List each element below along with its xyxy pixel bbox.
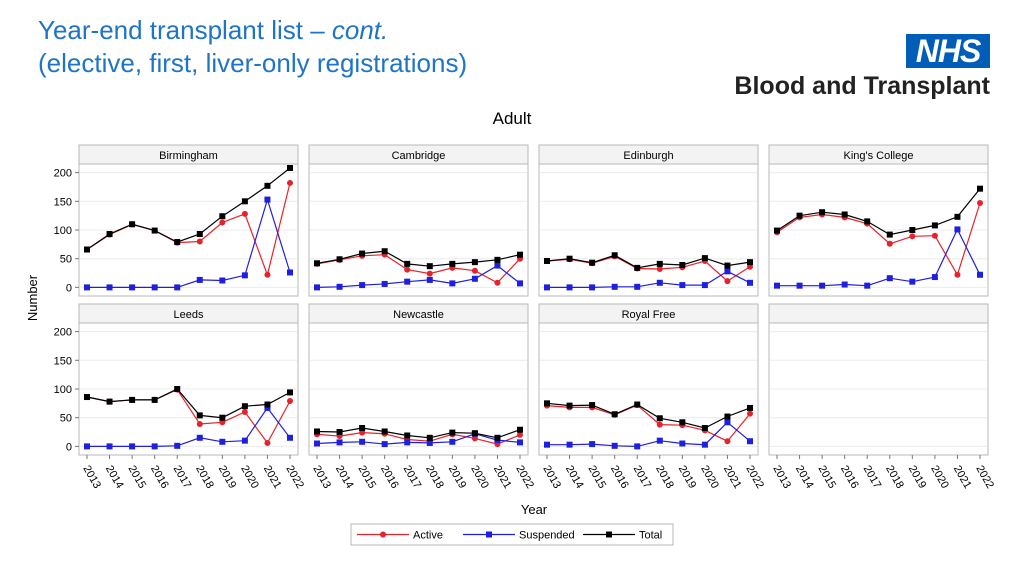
data-point-total [819, 209, 825, 215]
x-tick-label: 2015 [125, 463, 149, 491]
data-point-total [287, 165, 293, 171]
x-tick-label: 2018 [883, 463, 906, 491]
data-point-active [242, 211, 248, 217]
y-axis-label: Number [25, 274, 40, 322]
title-line2: (elective, first, liver-only registrations) [38, 48, 468, 78]
data-point-total [724, 263, 730, 269]
data-point-total [544, 258, 550, 264]
data-point-suspended [724, 419, 730, 425]
legend-label: Suspended [519, 529, 575, 542]
panel-title: King's College [843, 150, 914, 162]
y-tick-label: 150 [53, 196, 72, 209]
data-point-suspended [954, 226, 960, 232]
data-point-total [702, 255, 708, 261]
data-point-suspended [404, 439, 410, 445]
data-point-total [909, 227, 915, 233]
data-point-total [567, 403, 573, 409]
data-point-suspended [174, 443, 180, 449]
legend-label: Total [639, 529, 663, 542]
data-point-total [657, 415, 663, 421]
data-point-total [174, 239, 180, 245]
x-tick-label: 2022 [973, 463, 997, 491]
data-point-total [84, 394, 90, 400]
data-point-total [634, 401, 640, 407]
y-tick-label: 200 [53, 167, 72, 180]
data-point-active [264, 272, 270, 278]
data-point-suspended [589, 284, 595, 290]
data-point-total [932, 222, 938, 228]
data-point-suspended [449, 280, 455, 286]
data-point-active [657, 266, 663, 272]
legend-marker [486, 532, 492, 538]
data-point-active [494, 280, 500, 286]
data-point-total [219, 415, 225, 421]
data-point-active [747, 411, 753, 417]
data-point-total [107, 399, 113, 405]
x-tick-label: 2014 [102, 463, 126, 491]
data-point-total [679, 262, 685, 268]
x-tick-label: 2018 [193, 463, 216, 491]
data-point-total [264, 183, 270, 189]
panel-title: Edinburgh [623, 150, 674, 162]
data-point-total [517, 252, 523, 258]
data-point-total [287, 389, 293, 395]
data-point-suspended [287, 269, 293, 275]
data-point-suspended [612, 284, 618, 290]
data-point-total [359, 425, 365, 431]
data-point-suspended [84, 284, 90, 290]
data-point-total [382, 428, 388, 434]
data-point-suspended [359, 439, 365, 445]
data-point-total [197, 412, 203, 418]
data-point-suspended [197, 277, 203, 283]
data-point-active [197, 421, 203, 427]
x-tick-label: 2020 [928, 463, 951, 491]
y-tick-label: 0 [65, 282, 72, 295]
panel-header [769, 304, 988, 323]
data-point-active [977, 200, 983, 206]
title-line1-italic: cont. [331, 15, 389, 45]
x-tick-label: 2021 [720, 463, 744, 491]
data-point-suspended [242, 272, 248, 278]
data-point-suspended [517, 280, 523, 286]
data-point-suspended [382, 281, 388, 287]
data-point-suspended [494, 263, 500, 269]
y-tick-label: 0 [65, 441, 72, 454]
data-point-total [264, 401, 270, 407]
data-point-total [427, 263, 433, 269]
data-point-total [337, 256, 343, 262]
data-point-total [129, 221, 135, 227]
data-point-suspended [427, 440, 433, 446]
data-point-suspended [634, 284, 640, 290]
panel-title: Leeds [173, 309, 204, 321]
data-point-total [702, 425, 708, 431]
x-axis-label: Year [520, 502, 548, 517]
x-tick-label: 2022 [283, 463, 307, 491]
x-tick-label: 2016 [148, 463, 171, 491]
x-tick-label: 2013 [80, 463, 104, 491]
data-point-suspended [404, 279, 410, 285]
data-point-total [589, 402, 595, 408]
data-point-suspended [152, 284, 158, 290]
data-point-total [84, 247, 90, 253]
data-point-suspended [544, 442, 550, 448]
data-point-suspended [567, 442, 573, 448]
data-point-active [427, 271, 433, 277]
x-tick-label: 2021 [950, 463, 974, 491]
data-point-suspended [129, 284, 135, 290]
data-point-total [797, 213, 803, 219]
data-point-suspended [909, 279, 915, 285]
data-point-total [404, 261, 410, 267]
data-point-suspended [314, 284, 320, 290]
data-point-suspended [679, 282, 685, 288]
data-point-total [404, 432, 410, 438]
x-tick-label: 2018 [653, 463, 676, 491]
org-name: Blood and Transplant [734, 72, 990, 100]
x-tick-label: 2014 [562, 463, 586, 491]
data-point-suspended [977, 272, 983, 278]
x-tick-label: 2019 [905, 463, 929, 491]
nhs-logo-box: NHS [906, 34, 990, 68]
data-point-total [359, 251, 365, 257]
data-point-total [314, 260, 320, 266]
data-point-active [287, 398, 293, 404]
data-point-suspended [84, 443, 90, 449]
x-tick-label: 2020 [468, 463, 491, 491]
x-tick-label: 2013 [770, 463, 794, 491]
data-point-total [107, 231, 113, 237]
data-point-total [337, 429, 343, 435]
data-point-active [197, 238, 203, 244]
title-line1-text: Year-end transplant list – [38, 15, 332, 45]
x-tick-label: 2014 [792, 463, 816, 491]
data-point-suspended [724, 268, 730, 274]
data-point-total [494, 257, 500, 263]
data-point-suspended [287, 435, 293, 441]
x-tick-label: 2016 [378, 463, 401, 491]
x-tick-label: 2021 [490, 463, 514, 491]
data-point-active [219, 220, 225, 226]
data-point-total [954, 214, 960, 220]
data-point-suspended [314, 441, 320, 447]
data-point-suspended [747, 438, 753, 444]
legend-marker [380, 532, 386, 538]
data-point-suspended [864, 283, 870, 289]
x-tick-label: 2021 [260, 463, 284, 491]
data-point-total [544, 400, 550, 406]
x-tick-label: 2017 [400, 463, 424, 491]
data-point-suspended [657, 438, 663, 444]
data-point-suspended [219, 278, 225, 284]
data-point-suspended [634, 443, 640, 449]
data-point-suspended [337, 284, 343, 290]
data-point-suspended [107, 284, 113, 290]
data-point-suspended [129, 443, 135, 449]
data-point-suspended [197, 435, 203, 441]
data-point-suspended [887, 275, 893, 281]
data-point-total [152, 397, 158, 403]
data-point-total [567, 256, 573, 262]
data-point-active [472, 268, 478, 274]
data-point-total [152, 228, 158, 234]
chart-title: Adult [492, 109, 532, 128]
data-point-active [242, 409, 248, 415]
data-point-active [517, 432, 523, 438]
data-point-total [679, 419, 685, 425]
data-point-suspended [747, 280, 753, 286]
data-point-active [657, 422, 663, 428]
x-tick-label: 2015 [585, 463, 609, 491]
data-point-total [747, 259, 753, 265]
data-point-suspended [337, 439, 343, 445]
x-tick-label: 2014 [332, 463, 356, 491]
x-tick-label: 2017 [170, 463, 194, 491]
x-tick-label: 2016 [838, 463, 861, 491]
y-tick-label: 100 [53, 384, 72, 396]
panel-title: Royal Free [621, 309, 676, 321]
data-point-suspended [359, 282, 365, 288]
data-point-suspended [264, 197, 270, 203]
data-point-total [219, 213, 225, 219]
data-point-suspended [472, 276, 478, 282]
data-point-suspended [589, 441, 595, 447]
data-point-active [887, 241, 893, 247]
x-tick-label: 2017 [860, 463, 884, 491]
data-point-suspended [544, 284, 550, 290]
data-point-suspended [702, 282, 708, 288]
data-point-suspended [842, 282, 848, 288]
data-point-total [724, 414, 730, 420]
data-point-suspended [107, 443, 113, 449]
data-point-total [864, 218, 870, 224]
data-point-total [174, 386, 180, 392]
x-tick-label: 2013 [310, 463, 334, 491]
data-point-total [242, 403, 248, 409]
data-point-suspended [242, 438, 248, 444]
data-point-suspended [774, 283, 780, 289]
data-point-total [494, 435, 500, 441]
data-point-active [724, 278, 730, 284]
data-point-active [404, 267, 410, 273]
data-point-active [264, 440, 270, 446]
data-point-total [589, 260, 595, 266]
panel-title: Newcastle [393, 309, 444, 321]
data-point-suspended [797, 283, 803, 289]
data-point-total [774, 228, 780, 234]
data-point-suspended [174, 284, 180, 290]
y-tick-label: 100 [53, 225, 72, 237]
x-tick-label: 2016 [608, 463, 631, 491]
data-point-total [197, 231, 203, 237]
legend-label: Active [413, 529, 443, 542]
data-point-active [909, 233, 915, 239]
data-point-suspended [382, 441, 388, 447]
data-point-total [449, 430, 455, 436]
data-point-total [747, 405, 753, 411]
data-point-suspended [932, 274, 938, 280]
x-tick-label: 2019 [215, 463, 239, 491]
data-point-total [612, 411, 618, 417]
data-point-total [634, 265, 640, 271]
data-point-total [427, 435, 433, 441]
data-point-suspended [567, 284, 573, 290]
y-tick-label: 150 [53, 355, 72, 368]
x-tick-label: 2017 [630, 463, 654, 491]
data-point-suspended [679, 441, 685, 447]
legend-marker [606, 532, 612, 538]
data-point-suspended [427, 277, 433, 283]
x-tick-label: 2013 [540, 463, 564, 491]
data-point-total [612, 252, 618, 258]
data-point-total [887, 232, 893, 238]
y-tick-label: 50 [59, 412, 72, 425]
x-tick-label: 2019 [675, 463, 699, 491]
data-point-suspended [152, 443, 158, 449]
data-point-suspended [819, 283, 825, 289]
x-tick-label: 2019 [445, 463, 469, 491]
data-point-total [314, 428, 320, 434]
data-point-total [129, 397, 135, 403]
data-point-total [842, 212, 848, 218]
data-point-total [472, 430, 478, 436]
data-point-total [382, 248, 388, 254]
data-point-total [517, 427, 523, 433]
x-tick-label: 2022 [743, 463, 767, 491]
x-tick-label: 2015 [815, 463, 839, 491]
data-point-total [472, 259, 478, 265]
data-point-active [287, 180, 293, 186]
x-tick-label: 2020 [238, 463, 261, 491]
data-point-active [932, 233, 938, 239]
x-tick-label: 2015 [355, 463, 379, 491]
data-point-active [724, 438, 730, 444]
y-tick-label: 50 [59, 253, 72, 266]
x-tick-label: 2018 [423, 463, 446, 491]
data-point-total [977, 186, 983, 192]
data-point-total [657, 261, 663, 267]
data-point-suspended [612, 443, 618, 449]
data-point-suspended [449, 439, 455, 445]
data-point-suspended [517, 439, 523, 445]
data-point-total [449, 261, 455, 267]
data-point-suspended [219, 439, 225, 445]
data-point-active [954, 272, 960, 278]
data-point-suspended [702, 442, 708, 448]
data-point-suspended [657, 280, 663, 286]
panel-title: Cambridge [391, 150, 446, 162]
x-tick-label: 2020 [698, 463, 721, 491]
x-tick-label: 2022 [513, 463, 537, 491]
data-point-total [242, 198, 248, 204]
panel-title: Birmingham [159, 150, 218, 162]
y-tick-label: 200 [53, 326, 72, 339]
